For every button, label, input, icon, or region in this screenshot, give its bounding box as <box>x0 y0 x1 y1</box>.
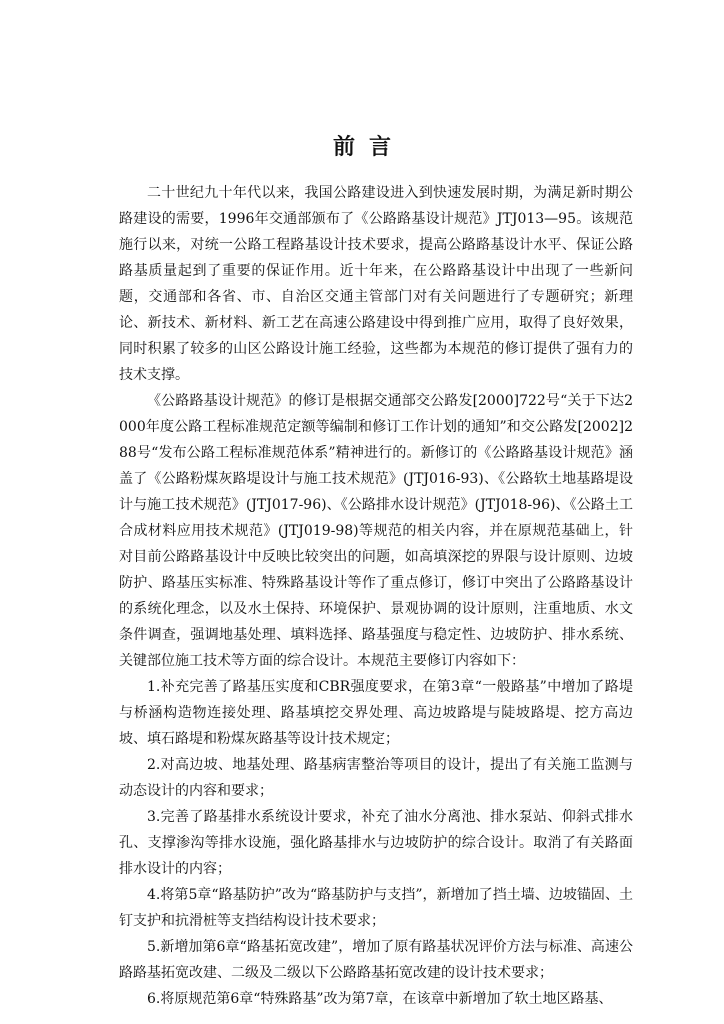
paragraph-item-6: 6.将原规范第6章“特殊路基”改为第7章，在该章中新增加了软土地区路基、 <box>147 991 613 1007</box>
paragraph-item-2: 2.对高边坡、地基处理、路基病害整治等项目的设计，提出了有关施工监测与动态设计的内容和要求； <box>119 757 633 799</box>
document-body <box>119 180 633 1012</box>
page-title: 前言 <box>332 135 405 160</box>
paragraph-item-4: 4.将第5章“路基防护”改为“路基防护与支挡”，新增加了挡土墙、边坡锚固、土钉支护和抗滑桩等支挡结构设计技术要求； <box>119 887 633 929</box>
paragraph-item-3: 3.完善了路基排水系统设计要求，补充了油水分离池、排水泵站、仰斜式排水孔、支撑渗沟等排水设施，强化路基排水与边坡防护的综合设计。取消了有关路面排水设计的内容； <box>119 809 633 877</box>
paragraph-item-5: 5.新增加第6章“路基拓宽改建”，增加了原有路基状况评价方法与标准、高速公路路基拓宽改建、二级及二级以下公路路基拓宽改建的设计技术要求； <box>119 939 633 981</box>
paragraph-item-1: 1.补充完善了路基压实度和CBR强度要求，在第3章“一般路基”中增加了路堤与桥涵构造物连接处理、路基填挖交界处理、高边坡路堤与陡坡路堤、挖方高边坡、填石路堤和粉煤灰路基等设计技术规定； <box>119 679 633 747</box>
paragraph-revision-basis: 《公路路基设计规范》的修订是根据交通部交公路发[2000]722号“关于下达2000年度公路工程标准规范定额等编制和修订工作计划的通知”和交公路发[2002]288号“发布公路工程标准规范体系”精神进行的。新修订的《公路路基设计规范》涵盖了《公路粉煤灰路堤设计与施工技术规范》(JTJ016-93)、《公路软土地基路堤设计与施工技术规范》(JTJ017-96)、《公路排水设计规范》(JTJ018-96)、《公路土工合成材料应用技术规范》(JTJ019-98)等规范的相关内容，并在原规范基础上，针对目前公路路基设计中反映比较突出的问题，如高填深挖的界限与设计原则、边坡防护、路基压实标准、特殊路基设计等作了重点修订，修订中突出了公路路基设计的系统化理念，以及水土保持、环境保护、景观协调的设计原则，注重地质、水文条件调查，强调地基处理、填料选择、路基强度与稳定性、边坡防护、排水系统、关键部位施工技术等方面的综合设计。本规范主要修订内容如下： <box>119 393 633 669</box>
paragraph-intro: 二十世纪九十年代以来，我国公路建设进入到快速发展时期，为满足新时期公路建设的需要，1996年交通部颁布了《公路路基设计规范》JTJ013—95。该规范施行以来，对统一公路工程路基设计技术要求，提高公路路基设计水平、保证公路路基质量起到了重要的保证作用。近十年来，在公路路基设计中出现了一些新问题，交通部和各省、市、自治区交通主管部门对有关问题进行了专题研究；新理论、新技术、新材料、新工艺在高速公路建设中得到推广应用，取得了良好效果，同时积累了较多的山区公路设计施工经验，这些都为本规范的修订提供了强有力的技术支撑。 <box>119 185 633 383</box>
